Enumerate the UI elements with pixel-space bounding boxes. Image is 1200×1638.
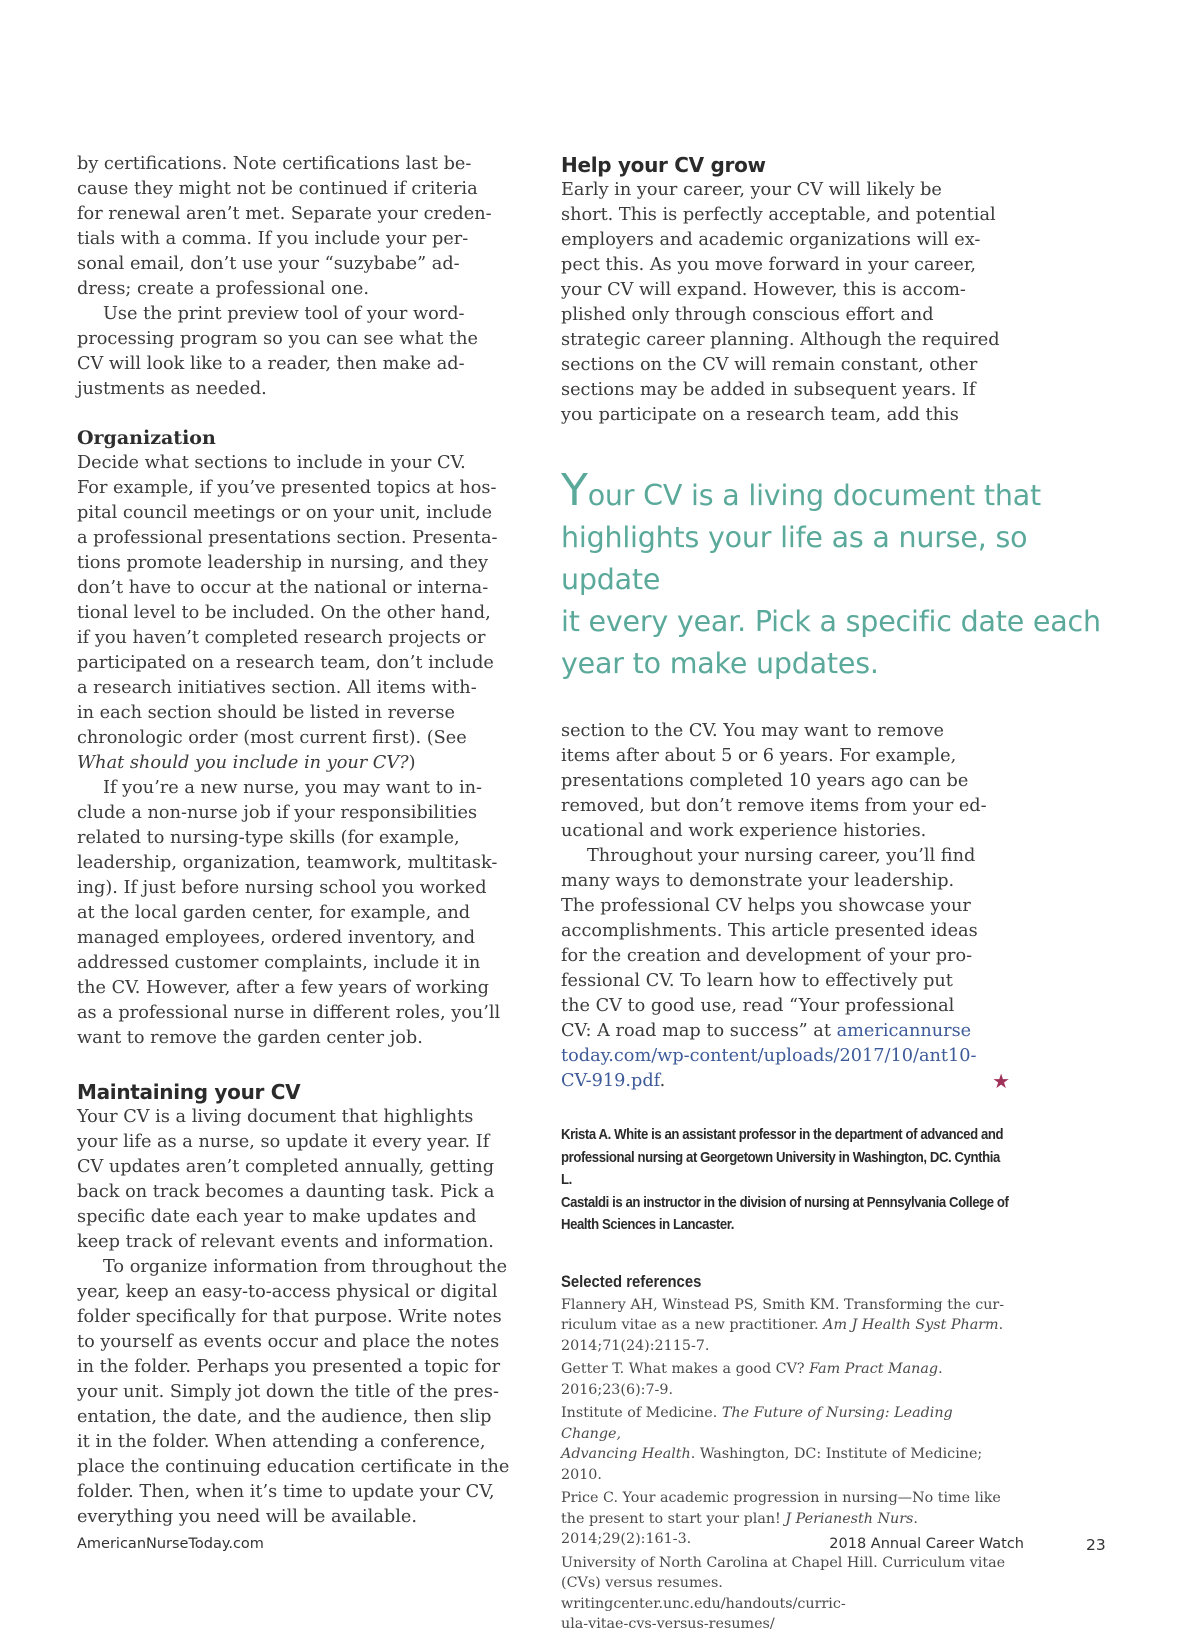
heading-selected-references: Selected references (561, 1272, 702, 1291)
paragraph-organize-folder: To organize information from throughout the year, keep an easy-to-access physical or digital folder specifically for that purpose. Write notes to yourself as events occur and place the notes in the folder. Perhaps you presented a topic for your unit. Simply jot down the title of the pres- entation, the date, and the audience, then slip it in the folder. When attending a conference, place the continuing education certificate in the folder. Then, when it’s time to update your CV, everything you need will be available. (77, 1257, 510, 1527)
page-number: 23 (1086, 1536, 1106, 1554)
right-column (561, 152, 1101, 1638)
paragraph-remove-items: section to the CV. You may want to remove items after about 5 or 6 years. For example, presentations completed 10 years ago can be removed, but don’t remove items from your ed- ucational and work experience histories. (561, 721, 987, 841)
reference-item: Price C. Your academic progression in nursing—No time like the present to start your plan! J Perianesth Nurs. 2014;29(2):161-3. (561, 1490, 1001, 1547)
paragraph-living-document: Your CV is a living document that highlights your life as a nurse, so update it every year. If CV updates aren’t completed annually, getting back on track becomes a daunting task. Pick a specific date each year to make updates and keep track of relevant events and information. (77, 1107, 495, 1252)
references-list (561, 1295, 1010, 1635)
reference-item: Institute of Medicine. The Future of Nursing: Leading Change, Advancing Health. Washington, DC: Institute of Medicine; 2010. (561, 1405, 983, 1483)
heading-maintaining-cv: Maintaining your CV (77, 1080, 301, 1104)
article-link[interactable]: americannurse today.com/wp-content/uploads/2017/10/ant10- CV-919.pdf (561, 1021, 977, 1091)
paragraph-leadership: Throughout your nursing career, you’ll find many ways to demonstrate your leadership. The professional CV helps you showcase your accomplishments. This article presented ideas for the creation and development of your pro- fessional CV. To learn how to effectively put the CV to good use, read “Your professional CV: A road map to success” at americannurse today.com/wp-content/uploads/2017/10/ant10- CV-919.pdf. ★ (561, 846, 1010, 1093)
heading-organization: Organization (77, 427, 216, 449)
sidebar-reference: What should you include in your CV? (77, 753, 409, 773)
pull-quote: Your CV is a living document that highlights your life as a nurse, so update it every year. Pick a specific date each year to make updates. (561, 465, 1101, 680)
footer-site: AmericanNurseToday.com (77, 1536, 264, 1552)
end-mark-star-icon: ★ (992, 1069, 1010, 1093)
paragraph-new-nurse: If you’re a new nurse, you may want to in- clude a non-nurse job if your responsibilities related to nursing-type skills (for example, leadership, organization, teamwork, multitask- ing). If just before nursing school you worked at the local garden center, for example, and managed employees, ordered inventory, and addressed customer complaints, include it in the CV. However, after a few years of working as a professional nurse in different roles, you’ll want to remove the garden center job. (77, 778, 501, 1048)
paragraph-early-career: Early in your career, your CV will likely be short. This is perfectly acceptable, and potential employers and academic organizations will ex- pect this. As you move forward in your career, your CV will expand. However, this is accom- plished only through conscious effort and strategic career planning. Although the required sections on the CV will remain constant, other sections may be added in subsequent years. If you participate on a research team, add this (561, 180, 1000, 425)
left-column (77, 152, 525, 1530)
author-bio: Krista A. White is an assistant professor in the department of advanced and professional nursing at Georgetown University in Washington, DC. Cynthia L. Castaldi is an instructor in the division of nursing at Pennsylvania College of Health Sciences in Lancaster. (561, 1127, 1009, 1233)
pull-quote-initial: Y (561, 465, 588, 516)
paragraph-print-preview: Use the print preview tool of your word- processing program so you can see what the CV will look like to a reader, then make ad- justments as needed. (77, 304, 478, 399)
paragraph-certifications: by certifications. Note certifications last be- cause they might not be continued if criteria for renewal aren’t met. Separate your creden- tials with a comma. If you include your per- sonal email, don’t use your “suzybabe” ad- dress; create a professional one. (77, 154, 492, 299)
reference-item: Flannery AH, Winstead PS, Smith KM. Transforming the cur- riculum vitae as a new practitioner. Am J Health Syst Pharm. 2014;71(24):2115-7. (561, 1296, 1005, 1354)
paragraph-organization: Decide what sections to include in your CV. For example, if you’ve presented topics at hos- pital council meetings or on your unit, include a professional presentations section. Presenta- tions promote leadership in nursing, and they don’t have to occur at the national or interna- tional level to be included. On the other hand, if you haven’t completed research projects or participated on a research team, don’t include a research initiatives section. All items with- in each section should be listed in reverse chronologic order (most current first). (See What should you include in your CV?) (77, 453, 498, 773)
heading-help-cv-grow: Help your CV grow (561, 153, 766, 177)
reference-item: University of North Carolina at Chapel Hill. Curriculum vitae (CVs) versus resumes. writingcenter.unc.edu/handouts/curric- ula-vitae-cvs-versus-resumes/ (561, 1554, 1006, 1632)
reference-item: Getter T. What makes a good CV? Fam Pract Manag. 2016;23(6):7-9. (561, 1361, 943, 1398)
footer-publication: 2018 Annual Career Watch (829, 1536, 1024, 1552)
